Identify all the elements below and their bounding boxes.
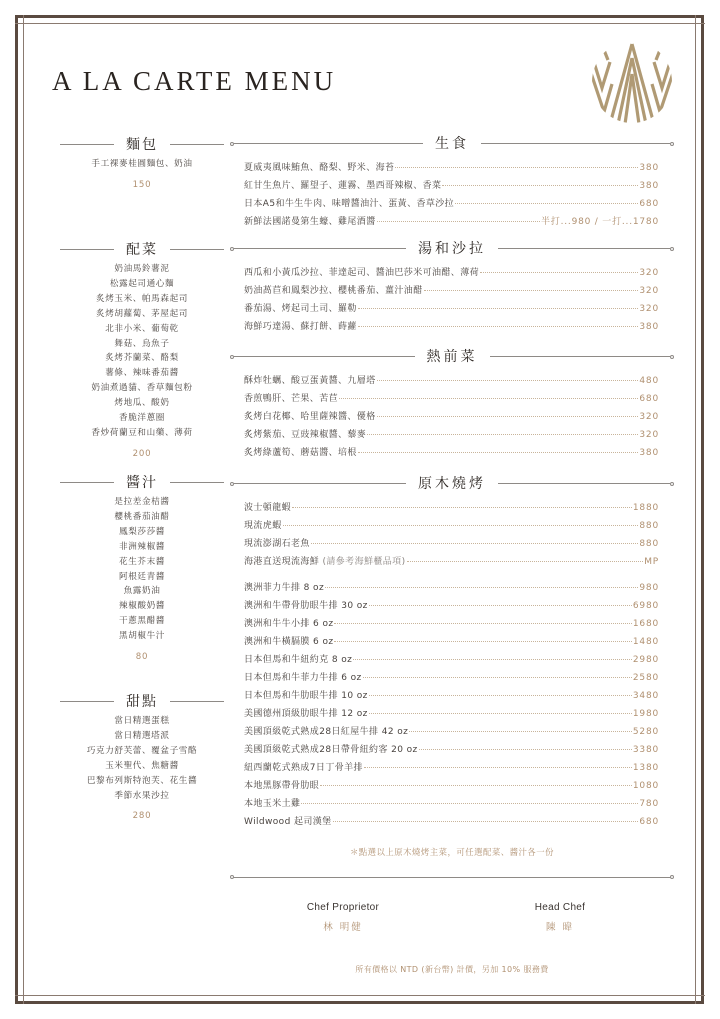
dot-leader bbox=[369, 695, 632, 696]
dish-price: 680 bbox=[639, 394, 659, 404]
dot-leader bbox=[353, 659, 632, 660]
menu-item: 舞菇、烏魚子 bbox=[114, 338, 170, 349]
dish-price: 380 bbox=[639, 181, 659, 191]
dot-leader bbox=[367, 434, 638, 435]
menu-row bbox=[244, 760, 659, 778]
rule-end-dot bbox=[670, 247, 674, 251]
dish-name: 紐西蘭乾式熟成7日丁骨羊排 bbox=[244, 763, 363, 773]
dish-name: 酥炸牡蠣、酸豆蛋黃醬、九層塔 bbox=[244, 376, 376, 386]
chef-name: 林 明健 bbox=[323, 922, 363, 933]
dot-leader bbox=[419, 749, 632, 750]
section-title: 麵包 bbox=[126, 137, 158, 153]
dish-price: 2580 bbox=[632, 673, 659, 683]
menu-item: 花生芥末醬 bbox=[119, 556, 165, 567]
chef-name: 陳 暐 bbox=[545, 922, 575, 933]
rule-end-dot bbox=[670, 482, 674, 486]
dot-leader bbox=[455, 203, 638, 204]
footer-divider bbox=[232, 877, 672, 878]
page-frame-inner-right bbox=[695, 15, 696, 1004]
section-raw bbox=[232, 131, 672, 232]
section-header bbox=[232, 471, 672, 495]
dish-name: 香煎鴨肝、芒果、苦苣 bbox=[244, 394, 339, 404]
chef-role: Head Chef bbox=[534, 902, 586, 913]
rule-end-dot bbox=[230, 875, 234, 879]
dish-price: 320 bbox=[639, 304, 659, 314]
dish-name: 現流澎湖石老魚 bbox=[244, 539, 310, 549]
chef-role: Chef Proprietor bbox=[306, 902, 380, 913]
menu-item: 魚露奶油 bbox=[123, 586, 161, 597]
menu-row bbox=[244, 724, 659, 742]
price-disclaimer: 所有價格以 NTD (新台幣) 計價，另加 10% 服務費 bbox=[355, 965, 549, 974]
menu-item: 炙烤胡蘿蔔、茅屋起司 bbox=[96, 308, 188, 319]
menu-item: 巴黎布列斯特泡芙、花生醬 bbox=[86, 775, 198, 786]
dish-name-text: 海港直送現流海鮮 bbox=[244, 557, 320, 567]
menu-row bbox=[244, 214, 659, 232]
menu-row bbox=[244, 536, 659, 554]
head-chef bbox=[480, 902, 640, 933]
rule-end-dot bbox=[670, 875, 674, 879]
dish-name: 美國頂級乾式熟成28日帶骨紐約客 20 oz bbox=[244, 745, 418, 755]
dish-name: 澳洲和牛橫膈膜 6 oz bbox=[244, 637, 334, 647]
section-header bbox=[60, 469, 224, 495]
dish-name: 美國頂級乾式熟成28日紅屋牛排 42 oz bbox=[244, 727, 409, 737]
dish-price: 780 bbox=[639, 799, 659, 809]
menu-item: 手工裸麥桂圓麵包、奶油 bbox=[91, 159, 193, 169]
chevron-w-circle-logo-icon bbox=[590, 40, 674, 124]
menu-item: 薯條、辣味番茄醬 bbox=[105, 368, 179, 379]
menu-item: 辣椒酸奶醬 bbox=[119, 601, 165, 612]
dish-name: 炙烤白花椰、哈里薩辣醬、優格 bbox=[244, 412, 376, 422]
dish-price: 380 bbox=[639, 322, 659, 332]
section-header bbox=[232, 344, 672, 368]
menu-item: 烤地瓜、酸奶 bbox=[114, 398, 170, 409]
section-desserts bbox=[60, 688, 224, 823]
grill-footnote: ＊點選以上原木燒烤主菜，可任選配菜、醬汁各一份 bbox=[349, 847, 555, 857]
menu-item: 香炒荷蘭豆和山藥、薄荷 bbox=[91, 427, 193, 438]
page-frame-inner-bottom bbox=[15, 995, 705, 996]
dish-price: 680 bbox=[639, 817, 659, 827]
dot-leader bbox=[292, 507, 632, 508]
dot-leader bbox=[369, 605, 632, 606]
menu-row bbox=[244, 196, 659, 214]
section-header bbox=[232, 236, 672, 260]
dish-price: 880 bbox=[639, 539, 659, 549]
dish-name: 澳洲菲力牛排 8 oz bbox=[244, 583, 325, 593]
menu-row bbox=[244, 742, 659, 760]
menu-item: 炙烤芥蘭菜、酪梨 bbox=[105, 353, 179, 364]
dish-price: 380 bbox=[639, 448, 659, 458]
menu-row bbox=[244, 160, 659, 178]
menu-row bbox=[244, 616, 659, 634]
menu-row bbox=[244, 554, 659, 572]
menu-item: 阿根廷青醬 bbox=[119, 571, 165, 582]
menu-item: 鳳梨莎莎醬 bbox=[119, 526, 165, 537]
dish-name: 新鮮法國諾曼第生蠔、雞尾酒醬 bbox=[244, 217, 376, 227]
section-title: 配菜 bbox=[126, 242, 158, 258]
menu-item: 北非小米、葡萄乾 bbox=[105, 323, 179, 334]
dish-price: 3380 bbox=[632, 745, 659, 755]
dot-leader bbox=[377, 416, 639, 417]
dot-leader bbox=[311, 543, 639, 544]
dish-price: 3480 bbox=[632, 691, 659, 701]
dot-leader bbox=[395, 167, 638, 168]
dot-leader bbox=[358, 308, 639, 309]
section-price: 280 bbox=[132, 811, 152, 822]
dish-price: 1980 bbox=[632, 709, 659, 719]
dish-price: 1080 bbox=[632, 781, 659, 791]
menu-item: 當日精選塔派 bbox=[114, 730, 170, 741]
section-price: 200 bbox=[132, 448, 152, 459]
dot-leader bbox=[320, 785, 632, 786]
rule-end-dot bbox=[230, 482, 234, 486]
menu-row bbox=[244, 634, 659, 652]
menu-item: 玉米聖代、焦糖醬 bbox=[105, 760, 179, 771]
menu-row bbox=[244, 796, 659, 814]
menu-row bbox=[244, 301, 659, 319]
menu-row bbox=[244, 652, 659, 670]
page-frame-inner-top bbox=[15, 23, 705, 24]
dish-price: 880 bbox=[639, 521, 659, 531]
menu-row bbox=[244, 445, 659, 463]
menu-row bbox=[244, 409, 659, 427]
dot-leader bbox=[358, 326, 639, 327]
dish-price: 980 bbox=[639, 583, 659, 593]
dish-name: 海鮮巧達湯、蘇打餅、蒔蘿 bbox=[244, 322, 357, 332]
dish-price: 1480 bbox=[632, 637, 659, 647]
menu-row bbox=[244, 518, 659, 536]
dish-name bbox=[244, 554, 406, 567]
menu-item: 黑胡椒牛汁 bbox=[119, 631, 165, 642]
dish-name: 澳洲和牛帶骨肋眼牛排 30 oz bbox=[244, 601, 368, 611]
menu-item: 奶油煮過貓、香草麵包粉 bbox=[91, 383, 193, 394]
dish-price: 2980 bbox=[632, 655, 659, 665]
section-soup-salad bbox=[232, 236, 672, 337]
menu-item: 季節水果沙拉 bbox=[114, 790, 170, 801]
dot-leader bbox=[442, 185, 638, 186]
menu-row bbox=[244, 373, 659, 391]
section-header bbox=[60, 688, 224, 714]
menu-item: 櫻桃番茄油醋 bbox=[114, 511, 170, 522]
section-sauces bbox=[60, 469, 224, 664]
chef-proprietor bbox=[263, 902, 423, 933]
menu-row bbox=[244, 580, 659, 598]
menu-row bbox=[244, 670, 659, 688]
section-title: 甜點 bbox=[126, 694, 158, 710]
page-title: A LA CARTE MENU bbox=[52, 66, 337, 96]
dish-name: 奶油萵苣和鳳梨沙拉、櫻桃番茄、薑汁油醋 bbox=[244, 286, 423, 296]
section-price: 150 bbox=[132, 179, 152, 190]
section-price: 80 bbox=[135, 652, 149, 663]
dish-name: 美國德州頂級肋眼牛排 12 oz bbox=[244, 709, 368, 719]
menu-item: 奶油馬鈴薯泥 bbox=[114, 264, 170, 274]
section-title: 醬汁 bbox=[126, 475, 158, 491]
dish-note: (請參考海鮮櫃品項) bbox=[319, 557, 406, 567]
menu-item: 當日精選蛋糕 bbox=[114, 716, 170, 726]
section-title: 原木燒烤 bbox=[406, 473, 498, 493]
dish-price: 1380 bbox=[632, 763, 659, 773]
dish-name: 日本A5和牛生牛肉、味噌醬油汁、蛋黃、香草沙拉 bbox=[244, 199, 455, 209]
dish-price: 6980 bbox=[632, 601, 659, 611]
dot-leader bbox=[377, 380, 639, 381]
menu-row bbox=[244, 598, 659, 616]
dish-name: 本地玉米土雞 bbox=[244, 799, 301, 809]
rule-end-dot bbox=[670, 355, 674, 359]
dish-name: 本地黑豚帶骨肋眼 bbox=[244, 781, 320, 791]
section-title: 生食 bbox=[423, 133, 481, 153]
dish-name: 波士頓龍蝦 bbox=[244, 503, 292, 513]
section-bread bbox=[60, 131, 224, 192]
menu-item: 松露起司通心麵 bbox=[109, 278, 175, 289]
dot-leader bbox=[480, 272, 638, 273]
menu-item: 是拉差金桔醬 bbox=[114, 497, 170, 507]
dish-price: 1880 bbox=[632, 503, 659, 513]
menu-row bbox=[244, 391, 659, 409]
menu-row bbox=[244, 265, 659, 283]
dot-leader bbox=[334, 641, 631, 642]
menu-item: 干蔥黑醋醬 bbox=[119, 616, 165, 627]
menu-item: 香脆洋蔥圈 bbox=[119, 413, 165, 424]
dot-leader bbox=[283, 525, 639, 526]
dot-leader bbox=[409, 731, 632, 732]
dot-leader bbox=[339, 398, 638, 399]
menu-item: 巧克力舒芙蕾、覆盆子雪酪 bbox=[86, 745, 198, 756]
section-header bbox=[232, 131, 672, 155]
dish-price: 320 bbox=[639, 286, 659, 296]
dish-name: 現流虎蝦 bbox=[244, 521, 282, 531]
dot-leader bbox=[363, 677, 632, 678]
dot-leader bbox=[364, 767, 632, 768]
rule-end-dot bbox=[230, 355, 234, 359]
menu-row bbox=[244, 500, 659, 518]
menu-row bbox=[244, 283, 659, 301]
section-header bbox=[60, 131, 224, 157]
dish-name: 夏威夷風味鮪魚、酪梨、野米、海苔 bbox=[244, 163, 395, 173]
dot-leader bbox=[424, 290, 639, 291]
dot-leader bbox=[407, 561, 644, 562]
dish-price: 320 bbox=[639, 412, 659, 422]
section-title: 熱前菜 bbox=[415, 346, 490, 366]
dish-name: 紅甘生魚片、羅望子、蓮霧、墨西哥辣椒、香菜 bbox=[244, 181, 442, 191]
menu-row bbox=[244, 706, 659, 724]
page-frame-inner-left bbox=[23, 15, 24, 1004]
menu-row bbox=[244, 427, 659, 445]
dot-leader bbox=[358, 452, 639, 453]
dish-price: 5280 bbox=[632, 727, 659, 737]
dish-price: 1680 bbox=[632, 619, 659, 629]
dot-leader bbox=[325, 587, 638, 588]
dish-price: 480 bbox=[639, 376, 659, 386]
menu-row bbox=[244, 178, 659, 196]
dot-leader bbox=[334, 623, 631, 624]
dish-name: 炙烤紫茄、豆豉辣椒醬、藜麥 bbox=[244, 430, 367, 440]
dot-leader bbox=[369, 713, 632, 714]
dot-leader bbox=[377, 221, 540, 222]
menu-row bbox=[244, 319, 659, 337]
dish-name: 西瓜和小黃瓜沙拉、菲達起司、醬油巴莎米可油醋、薄荷 bbox=[244, 268, 480, 278]
section-wood-grill bbox=[232, 471, 672, 832]
menu-item: 非洲辣椒醬 bbox=[119, 541, 165, 552]
rule-end-dot bbox=[670, 142, 674, 146]
dish-price: MP bbox=[644, 557, 659, 567]
dish-name: 番茄湯、烤起司土司、羅勒 bbox=[244, 304, 357, 314]
menu-row bbox=[244, 688, 659, 706]
dish-price: 半打...980 / 一打...1780 bbox=[540, 217, 659, 227]
dish-name: 炙烤綠蘆筍、蘑菇醬、培根 bbox=[244, 448, 357, 458]
menu-row bbox=[244, 814, 659, 832]
dish-price: 680 bbox=[639, 199, 659, 209]
dot-leader bbox=[301, 803, 638, 804]
dish-price: 320 bbox=[639, 268, 659, 278]
dish-price: 320 bbox=[639, 430, 659, 440]
dish-name: 日本但馬和牛菲力牛排 6 oz bbox=[244, 673, 362, 683]
dish-name: Wildwood 起司漢堡 bbox=[244, 817, 332, 827]
section-sides bbox=[60, 236, 224, 461]
section-header bbox=[60, 236, 224, 262]
rule-end-dot bbox=[230, 247, 234, 251]
dish-name: 日本但馬和牛紐約克 8 oz bbox=[244, 655, 353, 665]
rule-end-dot bbox=[230, 142, 234, 146]
dish-price: 380 bbox=[639, 163, 659, 173]
dish-name: 澳洲和牛牛小排 6 oz bbox=[244, 619, 334, 629]
section-hot-appetizers bbox=[232, 344, 672, 463]
section-title: 湯和沙拉 bbox=[406, 238, 498, 258]
dish-name: 日本但馬和牛肋眼牛排 10 oz bbox=[244, 691, 368, 701]
menu-row bbox=[244, 778, 659, 796]
dot-leader bbox=[333, 821, 639, 822]
menu-item: 炙烤玉米、帕馬森起司 bbox=[96, 293, 188, 304]
